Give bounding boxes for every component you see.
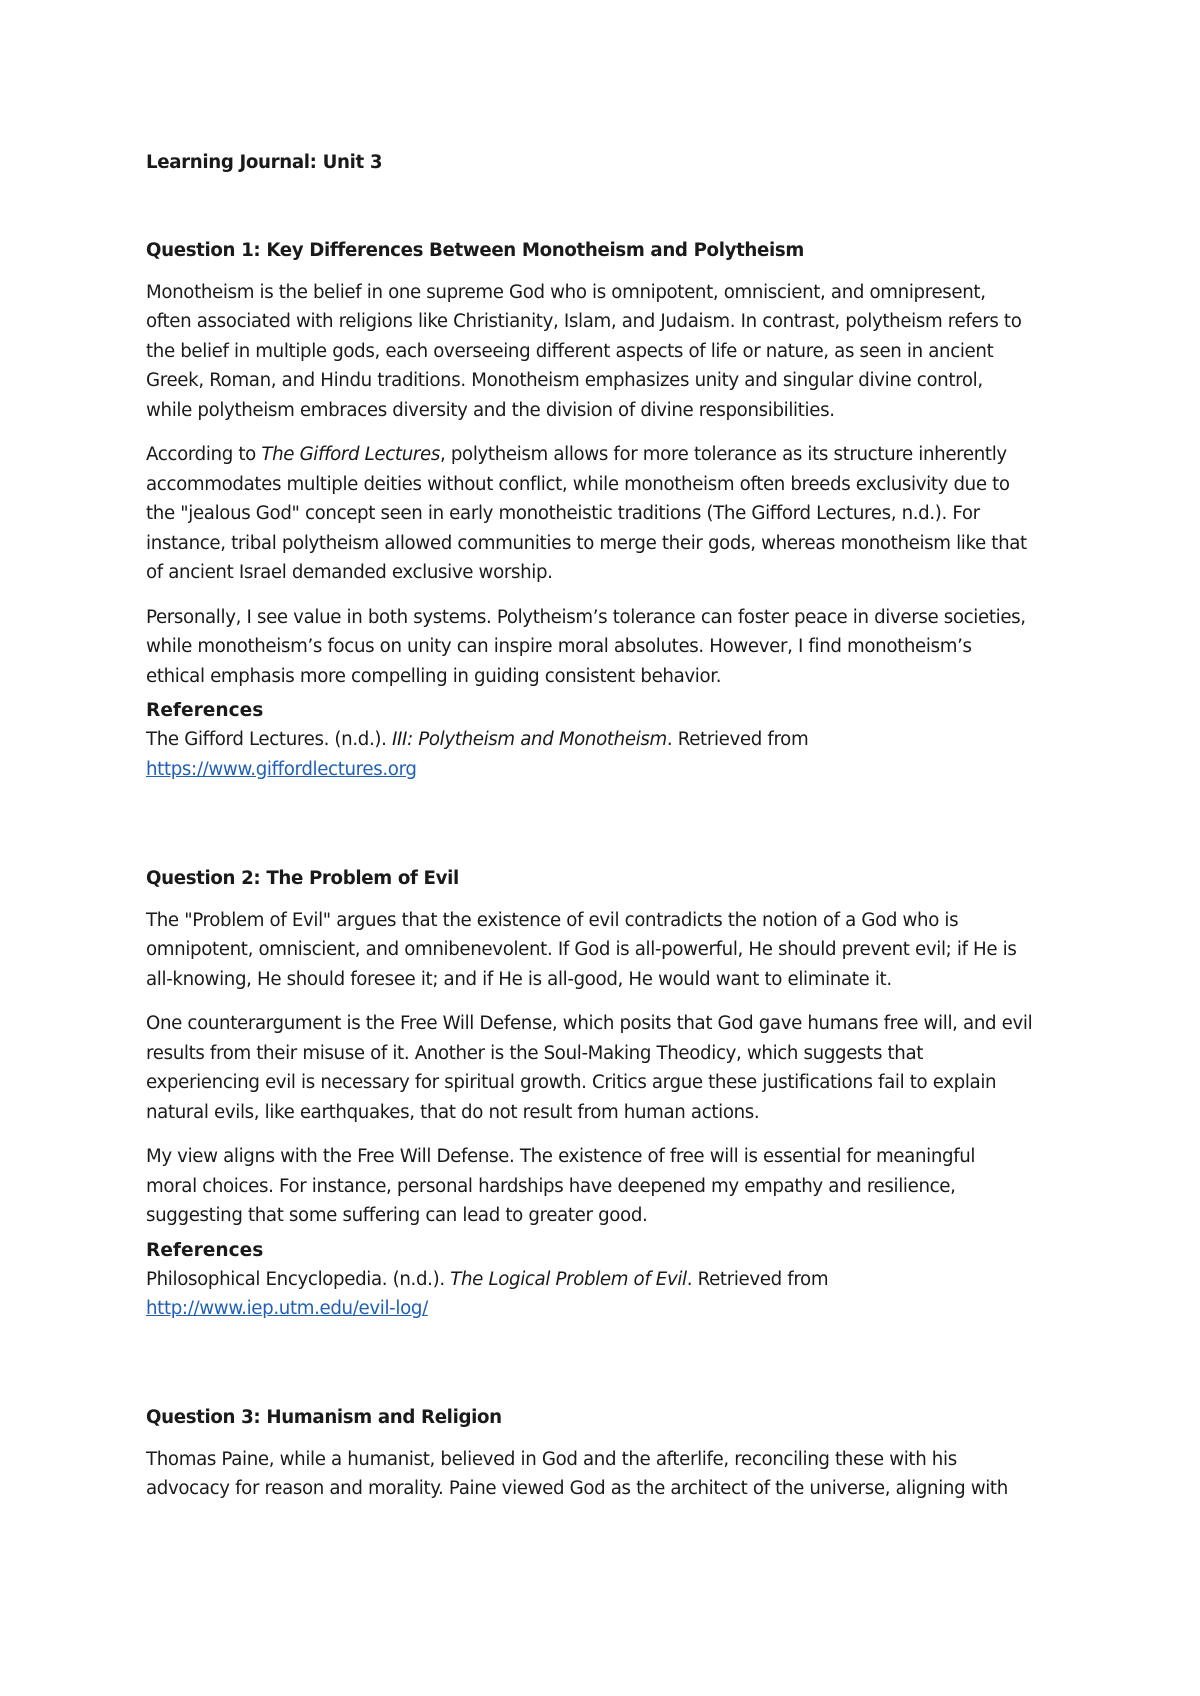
text-line: while polytheism embraces diversity and the division of divine responsibilities. [146, 399, 835, 421]
text-line: of ancient Israel demanded exclusive worship. [146, 562, 553, 583]
text-fragment: , polytheism allows for more tolerance as its structure inherently [439, 444, 1007, 465]
italic-title: The Gifford Lectures [261, 444, 440, 465]
q1-paragraph-1 [146, 278, 1076, 426]
text-fragment: Philosophical Encyclopedia. (n.d.). [146, 1268, 451, 1290]
text-line: moral choices. For instance, personal hardships have deepened my empathy and resilience, [146, 1175, 956, 1197]
question-3-section [146, 1403, 1076, 1519]
q1-reference-link[interactable]: https://www.giffordlectures.org [146, 758, 417, 780]
text-fragment: The Gifford Lectures. (n.d.). [146, 729, 393, 750]
text-line: the belief in multiple gods, each overseeing different aspects of life or nature, as seen in ancient [146, 340, 994, 362]
text-line: Monotheism is the belief in one supreme God who is omnipotent, omniscient, and omnipresent, [146, 281, 986, 303]
text-line: Personally, I see value in both systems. Polytheism’s tolerance can foster peace in diverse societies, [146, 606, 1026, 628]
text-line: Thomas Paine, while a humanist, believed in God and the afterlife, reconciling these with his [146, 1448, 957, 1470]
q3-paragraph-1 [146, 1445, 1076, 1504]
text-line: natural evils, like earthquakes, that do not result from human actions. [146, 1101, 760, 1123]
document-title: Learning Journal: Unit 3 [146, 152, 383, 173]
q1-references-heading: References [146, 700, 264, 721]
text-line: One counterargument is the Free Will Defense, which posits that God gave humans free will, and evil [146, 1013, 1033, 1034]
q1-reference-entry [146, 725, 1076, 784]
question-2-heading: Question 2: The Problem of Evil [146, 868, 459, 889]
q2-paragraph-3 [146, 1142, 1076, 1231]
text-fragment: . Retrieved from [666, 729, 809, 750]
text-line: Greek, Roman, and Hindu traditions. Monotheism emphasizes unity and singular divine control, [146, 370, 983, 391]
text-line: results from their misuse of it. Another is the Soul-Making Theodicy, which suggests that [146, 1042, 924, 1064]
q2-reference-entry [146, 1265, 1076, 1324]
question-2-section [146, 864, 1076, 1324]
text-line: all-knowing, He should foresee it; and if He is all-good, He would want to eliminate it. [146, 968, 892, 990]
q2-paragraph-2 [146, 1009, 1076, 1127]
text-line: suggesting that some suffering can lead to greater good. [146, 1205, 648, 1226]
question-1-section [146, 236, 1076, 784]
italic-title: III: Polytheism and Monotheism [392, 729, 667, 750]
text-line: omnipotent, omniscient, and omnibenevolent. If God is all-powerful, He should prevent evil; if He is [146, 939, 1017, 960]
text-line: experiencing evil is necessary for spiritual growth. Critics argue these justifications fail to explain [146, 1072, 997, 1093]
question-3-heading: Question 3: Humanism and Religion [146, 1407, 502, 1428]
text-fragment: According to [146, 444, 262, 465]
text-line: My view aligns with the Free Will Defense. The existence of free will is essential for meaningful [146, 1146, 976, 1167]
text-line: while monotheism’s focus on unity can inspire moral absolutes. However, I find monotheism’s [146, 636, 972, 657]
text-fragment: . Retrieved from [686, 1268, 829, 1290]
text-line: accommodates multiple deities without conflict, while monotheism often breeds exclusivity due to [146, 473, 1010, 495]
italic-title: The Logical Problem of Evil [450, 1268, 687, 1290]
text-line: ethical emphasis more compelling in guiding consistent behavior. [146, 665, 722, 687]
text-line: the "jealous God" concept seen in early monotheistic traditions (The Gifford Lectures, n.d.). For [146, 503, 980, 524]
q1-paragraph-3 [146, 603, 1076, 692]
q2-references-heading: References [146, 1239, 264, 1261]
text-line: instance, tribal polytheism allowed communities to merge their gods, whereas monotheism like that [146, 532, 1027, 554]
text-line: The "Problem of Evil" argues that the existence of evil contradicts the notion of a God who is [146, 909, 959, 931]
text-line: advocacy for reason and morality. Paine viewed God as the architect of the universe, aligning with [146, 1478, 1008, 1499]
text-line: often associated with religions like Christianity, Islam, and Judaism. In contrast, polytheism refers to [146, 311, 1022, 332]
q2-reference-link[interactable]: http://www.iep.utm.edu/evil-log/ [146, 1298, 428, 1319]
q2-paragraph-1 [146, 906, 1076, 995]
question-1-heading: Question 1: Key Differences Between Monotheism and Polytheism [146, 240, 804, 261]
q1-paragraph-2 [146, 440, 1076, 588]
